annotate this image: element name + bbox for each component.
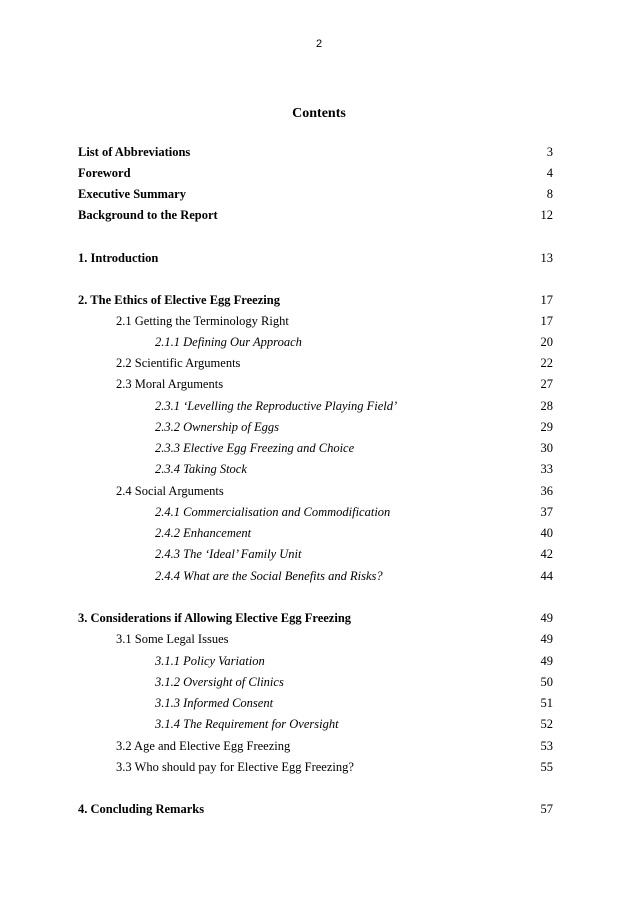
- toc-entry-label: 3.2 Age and Elective Egg Freezing: [116, 739, 291, 753]
- toc-entry-label: 2.3.1 ‘Levelling the Reproductive Playing Field’: [155, 399, 398, 413]
- toc-entry-page: 28: [540, 399, 553, 413]
- toc-entry-label: Foreword: [78, 166, 131, 180]
- toc-entry-label: 2.4.3 The ‘Ideal’ Family Unit: [155, 547, 302, 561]
- toc-entry-legal-issues: [0, 632, 638, 650]
- toc-entry-page: 40: [540, 526, 553, 540]
- toc-entry-label: 2.1.1 Defining Our Approach: [155, 335, 302, 349]
- toc-entry-page: 55: [540, 760, 553, 774]
- toc-entry-enhancement: [0, 526, 638, 544]
- toc-entry-label: 2.4 Social Arguments: [116, 484, 224, 498]
- toc-entry-page: 17: [540, 314, 553, 328]
- toc-entry-concluding-remarks: [0, 802, 638, 820]
- toc-entry-informed-consent: [0, 696, 638, 714]
- toc-entry-label: 2.4.1 Commercialisation and Commodification: [155, 505, 391, 519]
- toc-entry-page: 33: [540, 462, 553, 476]
- toc-entry-commercialisation: [0, 505, 638, 523]
- toc-entry-page: 27: [540, 377, 553, 391]
- toc-entry-page: 36: [540, 484, 553, 498]
- toc-entry-who-should-pay: [0, 760, 638, 778]
- toc-entry-label: Background to the Report: [78, 208, 218, 222]
- toc-entry-page: 37: [540, 505, 553, 519]
- toc-entry-considerations: [0, 611, 638, 629]
- toc-entry-page: 49: [540, 632, 553, 646]
- toc-entry-social-benefits: [0, 569, 638, 587]
- toc-entry-label: 3. Considerations if Allowing Elective Egg Freezing: [78, 611, 352, 625]
- toc-entry-page: 57: [540, 802, 553, 816]
- toc-entry-label: 3.3 Who should pay for Elective Egg Freezing?: [116, 760, 354, 774]
- toc-entry-label: 2.3.3 Elective Egg Freezing and Choice: [155, 441, 355, 455]
- toc-entry-social-arguments: [0, 484, 638, 502]
- toc-entry-levelling: [0, 399, 638, 417]
- toc-entry-terminology: [0, 314, 638, 332]
- toc-entry-age: [0, 739, 638, 757]
- toc-entry-ownership: [0, 420, 638, 438]
- toc-entry-policy-variation: [0, 654, 638, 672]
- toc-entry-ethics: [0, 293, 638, 311]
- toc-entry-label: 2.4.2 Enhancement: [155, 526, 252, 540]
- toc-entry-page: 49: [540, 654, 553, 668]
- toc-entry-label: 2.4.4 What are the Social Benefits and Risks?: [155, 569, 383, 583]
- toc-entry-executive-summary: [0, 187, 638, 205]
- toc-entry-label: 3.1.4 The Requirement for Oversight: [155, 717, 339, 731]
- toc-entry-page: 20: [540, 335, 553, 349]
- toc-entry-label: 3.1.1 Policy Variation: [155, 654, 265, 668]
- toc-entry-page: 12: [540, 208, 553, 222]
- toc-entry-requirement-oversight: [0, 717, 638, 735]
- toc-entry-label: 2.1 Getting the Terminology Right: [116, 314, 289, 328]
- toc-entry-page: 50: [540, 675, 553, 689]
- toc-entry-abbreviations: [0, 145, 638, 163]
- toc-entry-label: 3.1.2 Oversight of Clinics: [155, 675, 284, 689]
- toc-entry-label: 2.3.2 Ownership of Eggs: [155, 420, 279, 434]
- contents-title: [0, 106, 638, 122]
- toc-entry-page: 3: [546, 145, 553, 159]
- page-number: 2: [315, 38, 323, 50]
- toc-entry-label: Executive Summary: [78, 187, 186, 201]
- toc-entry-oversight-clinics: [0, 675, 638, 693]
- toc-entry-scientific-arguments: [0, 356, 638, 374]
- toc-entry-ideal-family: [0, 547, 638, 565]
- toc-entry-page: 4: [546, 166, 553, 180]
- toc-entry-page: 51: [540, 696, 553, 710]
- toc-entry-label: 4. Concluding Remarks: [78, 802, 205, 816]
- toc-entry-label: 3.1 Some Legal Issues: [116, 632, 229, 646]
- toc-entry-label: 3.1.3 Informed Consent: [155, 696, 274, 710]
- toc-entry-label: 1. Introduction: [78, 251, 159, 265]
- toc-entry-page: 44: [540, 569, 553, 583]
- toc-entry-label: List of Abbreviations: [78, 145, 191, 159]
- toc-entry-background: [0, 208, 638, 226]
- toc-entry-page: 30: [540, 441, 553, 455]
- toc-entry-page: 49: [540, 611, 553, 625]
- toc-entry-page: 29: [540, 420, 553, 434]
- toc-entry-foreword: [0, 166, 638, 184]
- toc-entry-moral-arguments: [0, 377, 638, 395]
- toc-entry-page: 8: [546, 187, 553, 201]
- toc-entry-page: 53: [540, 739, 553, 753]
- toc-entry-page: 22: [540, 356, 553, 370]
- toc-entry-label: 2.2 Scientific Arguments: [116, 356, 241, 370]
- toc-entry-page: 42: [540, 547, 553, 561]
- toc-entry-page: 52: [540, 717, 553, 731]
- toc-entry-label: 2.3.4 Taking Stock: [155, 462, 247, 476]
- toc-entry-taking-stock: [0, 462, 638, 480]
- toc-entry-choice: [0, 441, 638, 459]
- toc-entry-page: 17: [540, 293, 553, 307]
- toc-entry-label: 2. The Ethics of Elective Egg Freezing: [78, 293, 280, 307]
- toc-entry-label: 2.3 Moral Arguments: [116, 377, 224, 391]
- contents-title-text: Contents: [292, 106, 346, 121]
- toc-entry-defining-approach: [0, 335, 638, 353]
- toc-entry-page: 13: [540, 251, 553, 265]
- toc-entry-introduction: [0, 251, 638, 269]
